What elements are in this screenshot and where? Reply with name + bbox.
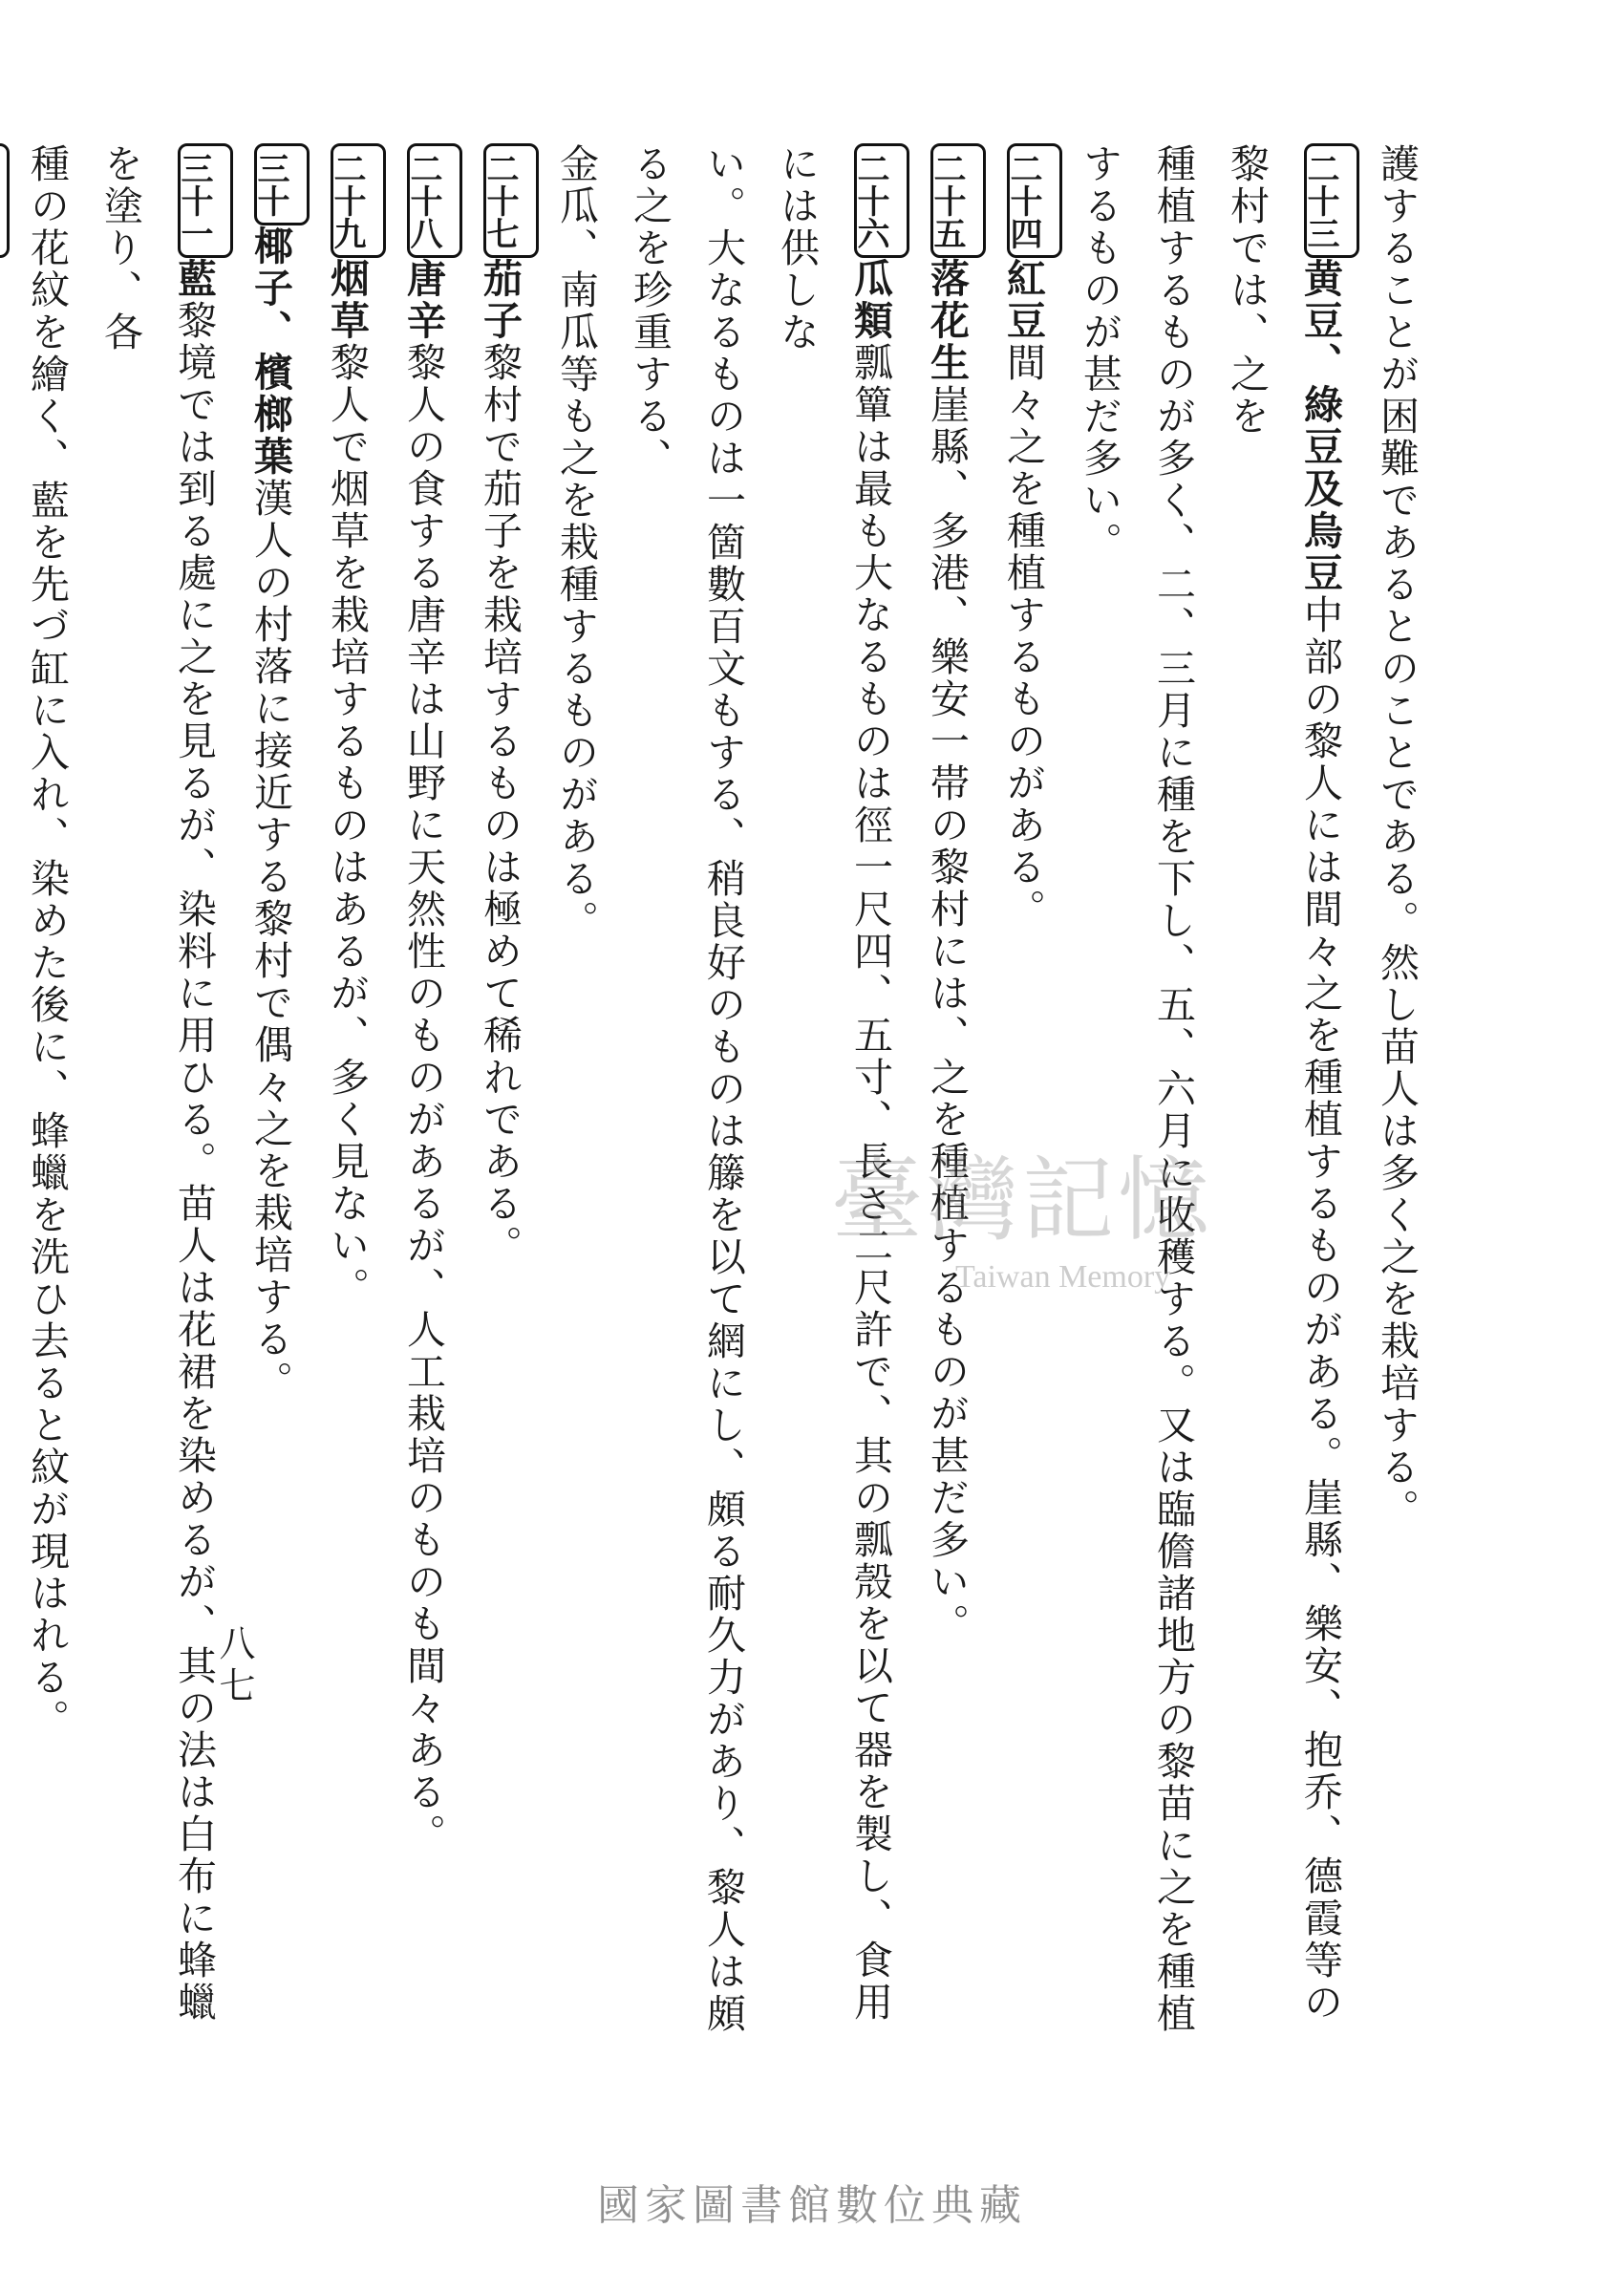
entry-title: 唐辛 [400, 258, 446, 342]
entry-title: 瓜類 [847, 258, 893, 342]
entry-30 [233, 143, 310, 2035]
entry-26-continuation: い。大なるものは一箇數百文もする、稍良好のものは籐を以て網にし、頗る耐久力があり、黎人は頗る之を珍重する、 [627, 143, 746, 2035]
entry-number: 二十六 [854, 143, 909, 258]
entry-27 [462, 143, 539, 2035]
entry-title: 茄子 [477, 258, 523, 342]
page-number: 八七 [213, 1624, 255, 1708]
intro-line: 護することが困難であるとのことである。然し苗人は多く之を栽培する。 [1374, 143, 1420, 1531]
entry-26-continuation-2: 金瓜、南瓜等も之を栽種するものがある。 [553, 143, 599, 942]
entry-23-continuation: 種植するものが多く、二、三月に種を下し、五、六月に收穫する。又は臨儋諸地方の黎苗に之を種植するものが甚だ多い。 [1077, 143, 1196, 2035]
footer-caption: 國家圖書館數位典藏 [597, 2181, 1027, 2230]
entry-number: 三十一 [178, 143, 233, 258]
entry-title: 烟草 [324, 258, 370, 342]
entry-text: 崖縣、多港、樂安一帯の黎村には、之を種植するものが甚だ多い。 [924, 384, 970, 1645]
entry-31 [83, 143, 233, 2035]
entry-text: 漢人の村落に接近する黎村で偶々之を栽培する。 [247, 478, 293, 1403]
entry-number: 二十五 [930, 143, 986, 258]
entry-29 [310, 143, 386, 2035]
entry-31-continuation: 種の花紋を繪く、藍を先づ缸に入れ、染めた後に、蜂蠟を洗ひ去ると紋が現はれる。 [24, 143, 70, 1741]
entry-title: 落花生 [924, 258, 970, 384]
entry-32 [0, 143, 10, 2035]
entry-title: 紅豆 [1000, 258, 1046, 342]
entry-text: 間々之を種植するものがある。 [1000, 342, 1046, 931]
entry-text: 瓢簞は最も大なるものは徑一尺四、五寸、長さ二尺許で、其の瓢殼を以て器を製し、食用には供しな [774, 143, 893, 2024]
entry-number: 二十九 [331, 143, 386, 258]
watermark-subtitle: Taiwan Memory [955, 1259, 1171, 1295]
entry-number [0, 143, 10, 258]
entry-text: 黎村で茄子を栽培するものは極めて稀れである。 [477, 342, 523, 1267]
entry-number: 二十三 [1304, 143, 1359, 258]
entry-25 [909, 143, 986, 2035]
vertical-text-body [24, 143, 1433, 2035]
entry-number: 二十七 [483, 143, 539, 258]
entry-23 [1209, 143, 1359, 2035]
entry-title: 椰子、檳榔葉 [247, 225, 293, 478]
entry-title: 黄豆、綠豆及烏豆 [1297, 258, 1343, 594]
entry-text: 黎人の食する唐辛は山野に天然性のものがあるが、人工栽培のものも間々ある。 [400, 342, 446, 1855]
entry-28 [386, 143, 462, 2035]
entry-title: 藍 [171, 258, 217, 300]
entry-text: 黎境では到る處に之を見るが、染料に用ひる。苗人は花裙を染めるが、其の法は白布に蜂蠟を塗り、各 [97, 143, 217, 2024]
entry-number: 二十八 [407, 143, 462, 258]
entry-24 [986, 143, 1062, 2035]
entry-number: 三十 [254, 143, 310, 225]
watermark-logo: 臺灣記憶 [831, 1146, 1213, 1254]
entry-26 [759, 143, 909, 2035]
entry-text: 黎人で烟草を栽培するものはあるが、多く見ない。 [324, 342, 370, 1309]
entry-number: 二十四 [1007, 143, 1062, 258]
entry-text: 中部の黎人には間々之を種植するものがある。崖縣、樂安、抱乔、德霞等の黎村では、之を [1224, 143, 1343, 2024]
